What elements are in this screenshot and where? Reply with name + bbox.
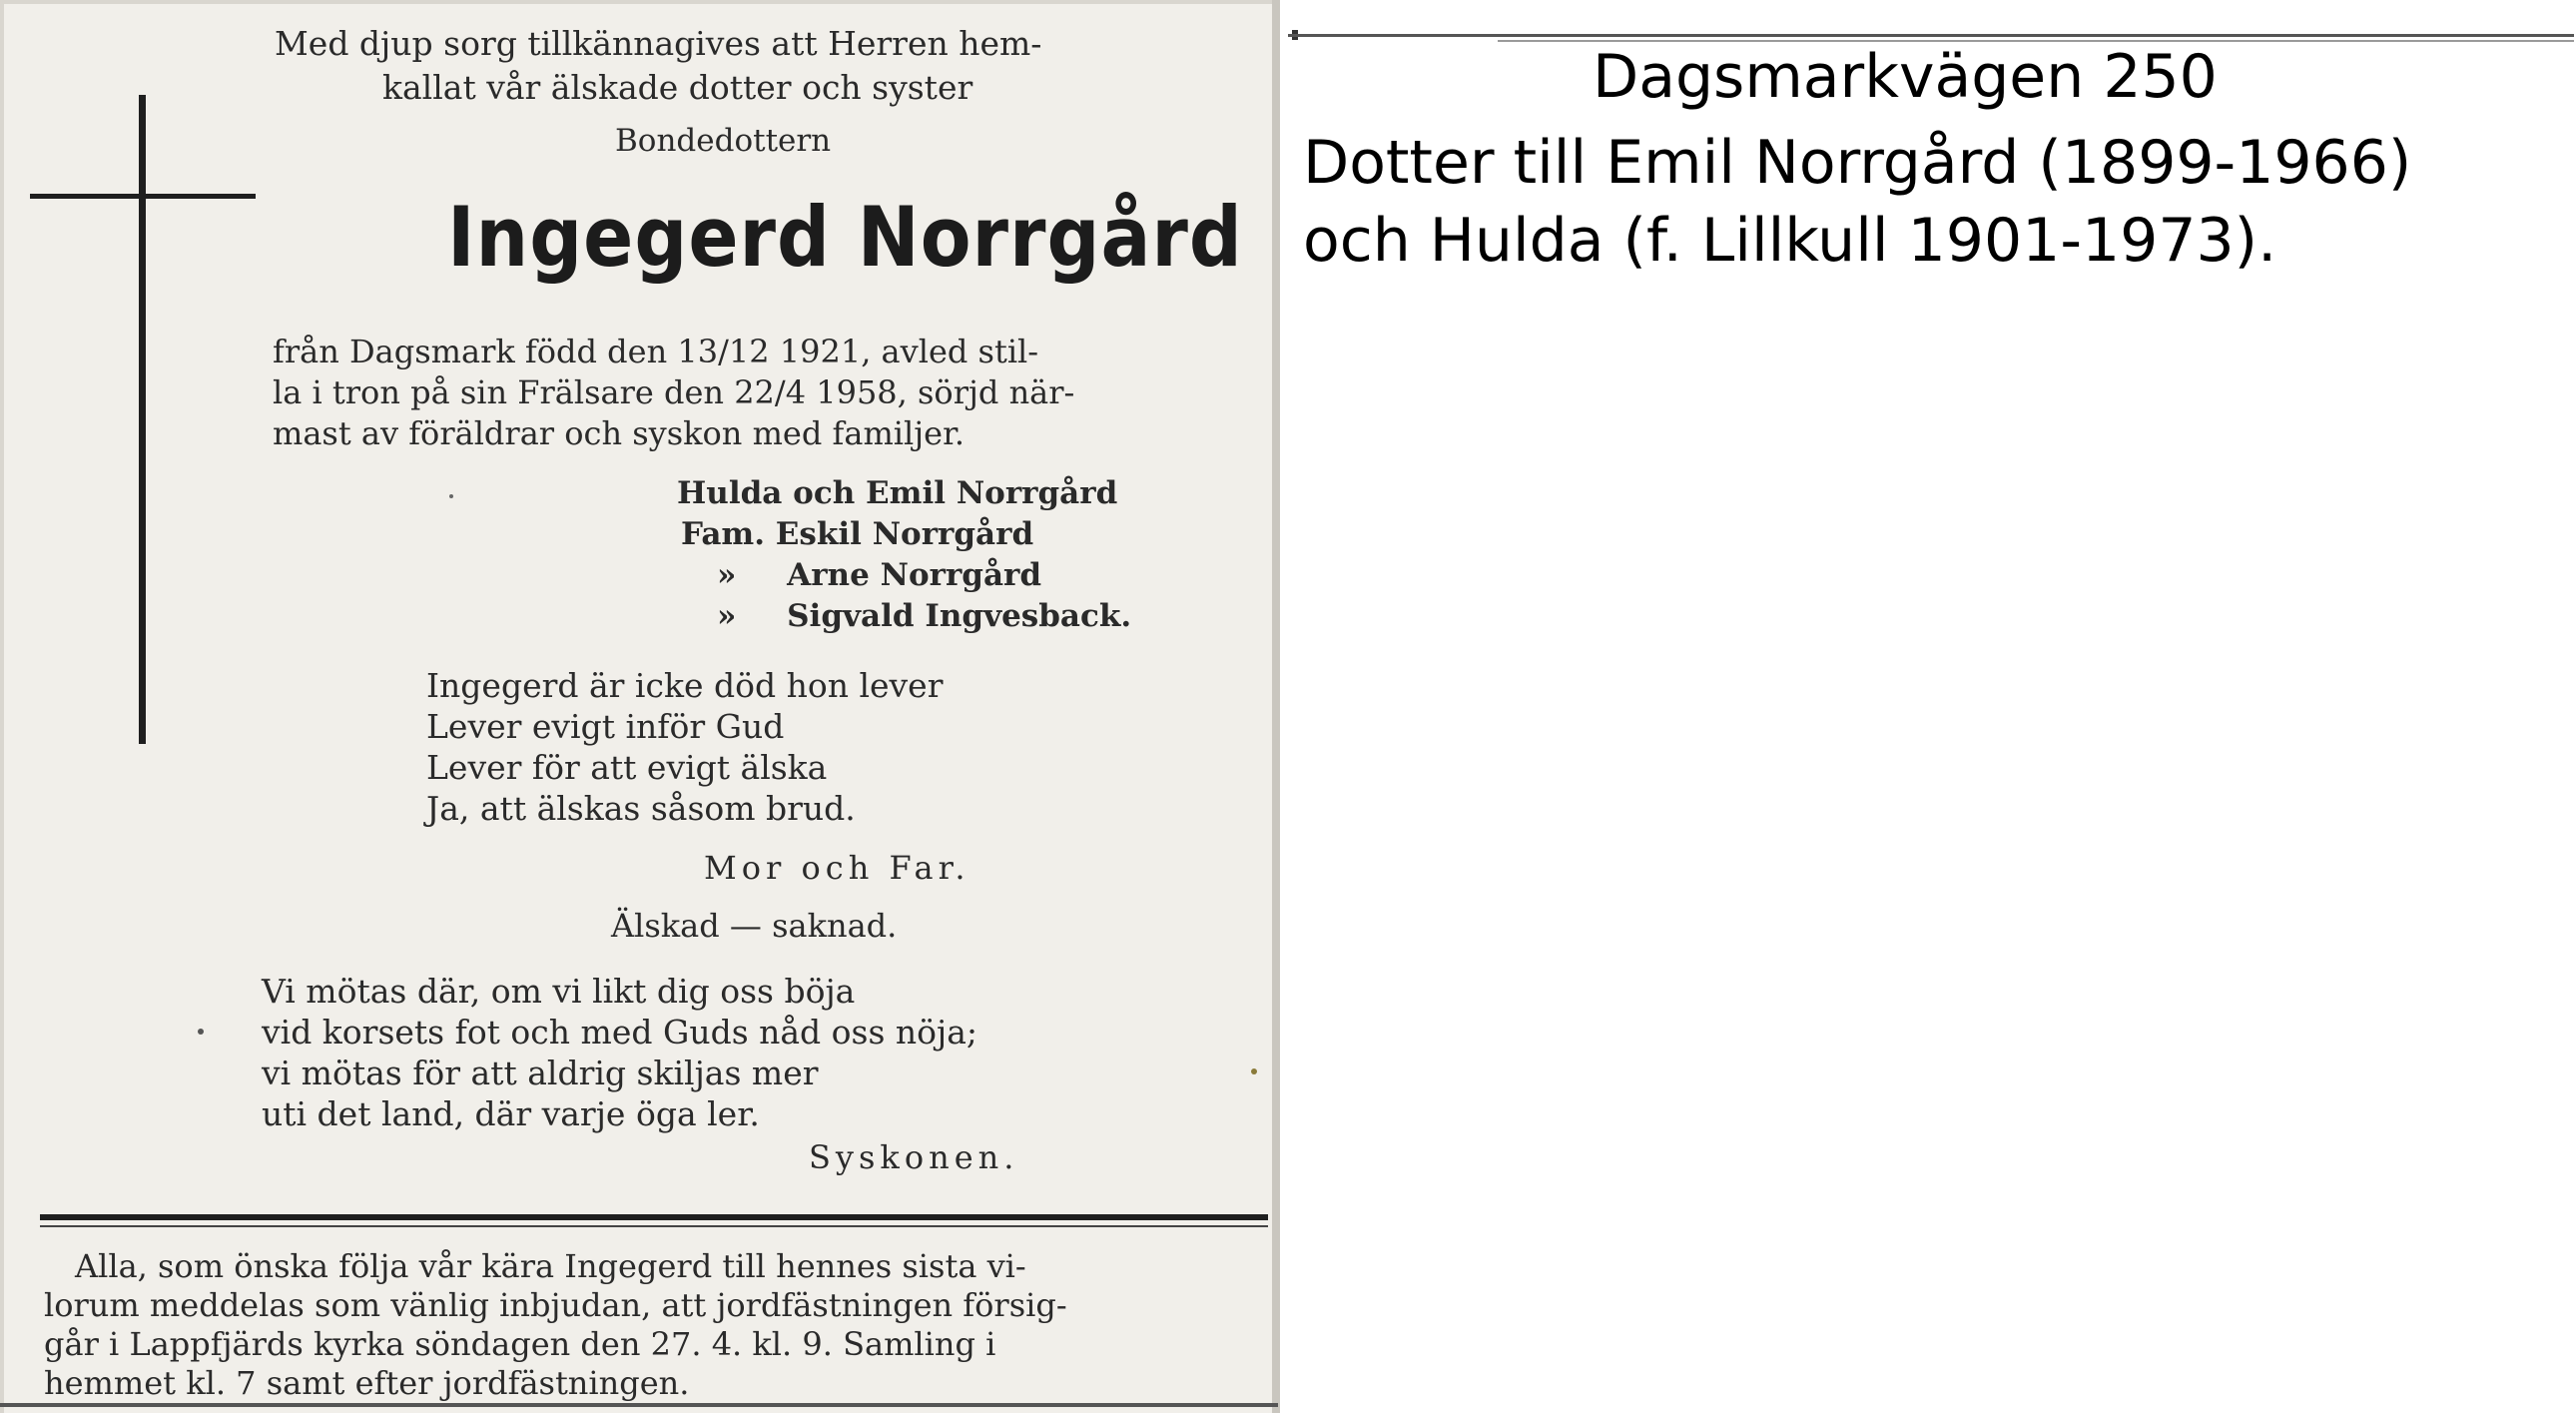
signature-parents: Mor och Far. <box>704 849 970 887</box>
cross-icon-bar <box>30 194 256 199</box>
cross-icon <box>139 95 146 744</box>
poem-line: Ingegerd är icke död hon lever <box>426 666 944 705</box>
family-member-text: Fam. Eskil Norrgård <box>681 516 1034 552</box>
divider <box>40 1225 1268 1227</box>
divider <box>0 1403 1278 1407</box>
poem-line: Lever evigt inför Gud <box>426 707 785 746</box>
poem-line: Vi mötas där, om vi likt dig oss böja <box>262 972 856 1011</box>
caption-line-1: Dotter till Emil Norrgård (1899-1966) <box>1303 128 2412 198</box>
poem-line: vi mötas för att aldrig skiljas mer <box>262 1054 819 1092</box>
body-line: la i tron på sin Frälsare den 22/4 1958, sörjd när- <box>273 373 1075 411</box>
body-line: mast av föräldrar och syskon med familjer. <box>273 414 966 452</box>
address-caption: Dagsmarkvägen 250 <box>1593 42 2218 112</box>
funeral-line: lorum meddelas som vänlig inbjudan, att jordfästningen försig- <box>44 1286 1067 1324</box>
family-member <box>717 557 1041 593</box>
deceased-name: Ingegerd Norrgård <box>447 190 1243 287</box>
title-prefix: Bondedottern <box>615 123 832 159</box>
family-member <box>677 475 1117 511</box>
poem-line: Lever för att evigt älska <box>426 748 828 787</box>
caption-line-2: och Hulda (f. Lillkull 1901-1973). <box>1303 206 2277 276</box>
family-member-text: Arne Norrgård <box>787 557 1042 593</box>
intro-line-2: kallat vår älskade dotter och syster <box>382 68 973 107</box>
ditto-mark: » <box>717 598 737 634</box>
funeral-line: går i Lappfjärds kyrka söndagen den 27. 4. kl. 9. Samling i <box>44 1325 996 1363</box>
tagline: Älskad — saknad. <box>611 907 898 945</box>
ditto-mark: » <box>717 557 737 593</box>
divider <box>1288 34 2574 37</box>
clipping-edge <box>1272 0 1280 1413</box>
poem-line: Ja, att älskas såsom brud. <box>426 789 856 828</box>
family-member-text: Sigvald Ingvesback. <box>787 598 1132 634</box>
intro-line-1: Med djup sorg tillkännagives att Herren hem- <box>275 24 1042 63</box>
poem-line: vid korsets fot och med Guds nåd oss nöja; <box>262 1013 978 1052</box>
clipping-edge <box>0 0 4 1413</box>
signature-siblings: Syskonen. <box>809 1138 1019 1176</box>
funeral-line: hemmet kl. 7 samt efter jordfästningen. <box>44 1364 690 1402</box>
clipping-edge <box>0 0 1280 4</box>
funeral-line: Alla, som önska följa vår kära Ingegerd till hennes sista vi- <box>75 1247 1026 1285</box>
poem-line: uti det land, där varje öga ler. <box>262 1094 760 1133</box>
print-speck <box>449 494 453 498</box>
newspaper-clipping <box>0 0 1280 1413</box>
family-member <box>681 516 1033 552</box>
print-speck <box>198 1029 204 1035</box>
family-member-text: Hulda och Emil Norrgård <box>677 475 1118 511</box>
divider <box>40 1214 1268 1220</box>
family-member <box>717 598 1131 634</box>
print-speck <box>1251 1068 1257 1074</box>
body-line: från Dagsmark född den 13/12 1921, avled stil- <box>273 333 1039 370</box>
